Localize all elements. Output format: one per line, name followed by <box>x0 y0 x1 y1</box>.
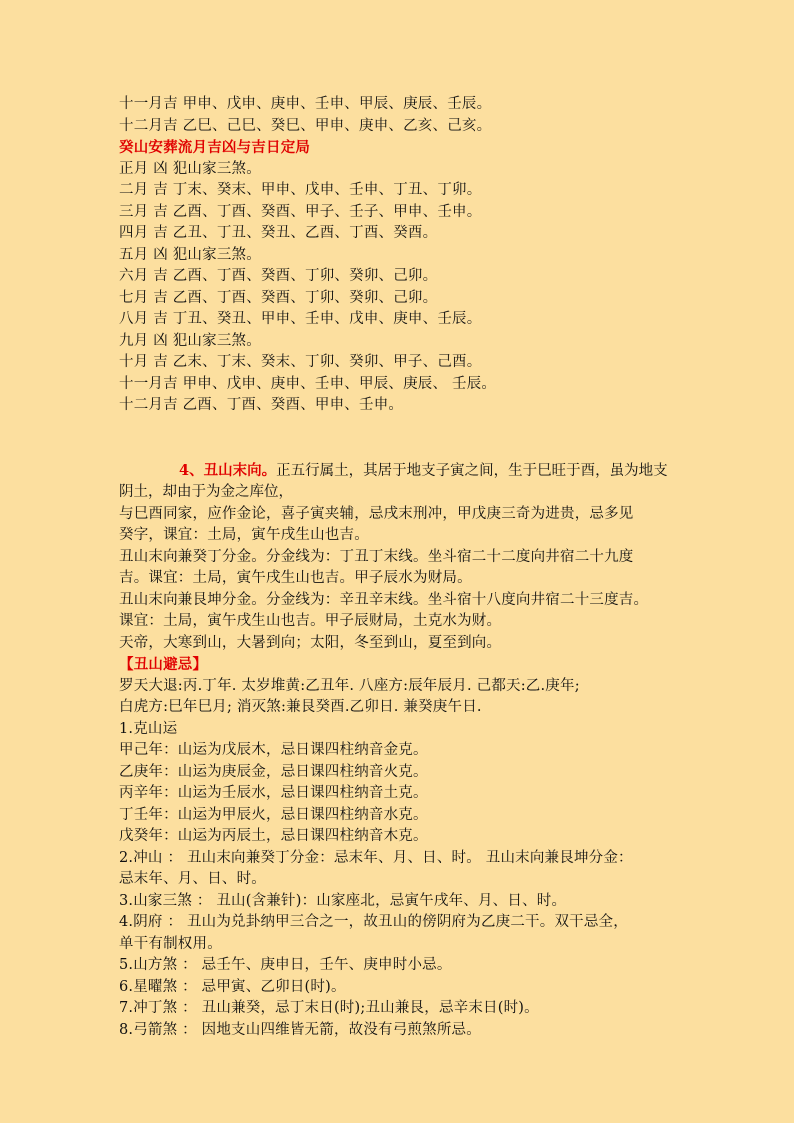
text-line: 单干有制权用。 <box>119 935 222 952</box>
section-intro <box>119 460 679 504</box>
text-line: 十一月吉 甲申、戊申、庚申、壬申、甲辰、庚辰、壬辰。 <box>119 96 492 112</box>
text-line: 与巳酉同家，应作金论，喜子寅夹辅，忌戌末刑冲，甲戊庚三奇为进贵，忌多见 <box>119 505 634 522</box>
text-line: 罗天大退:丙.丁年. 太岁堆黄:乙丑年. 八座方:辰年辰月. 己都天:乙.庚年; <box>119 677 580 694</box>
text-line: 2.冲山 ： 丑山末向兼癸丁分金：忌末年、月、日、时。 丑山末向兼艮坤分金： <box>119 849 633 866</box>
text-line: 五月 凶 犯山家三煞。 <box>119 246 261 263</box>
document-body <box>119 94 679 1041</box>
text-line: 8.弓箭煞 ： 因地支山四维皆无箭，故没有弓煎煞所忌。 <box>119 1021 481 1038</box>
text-line: 5.山方煞 ： 忌壬午、庚申日，壬午、庚申时小忌。 <box>119 957 452 973</box>
section-heading: 4、丑山末向。 <box>179 461 277 479</box>
text-line: 丙辛年：山运为壬辰水，忌日课四柱纳音土克。 <box>119 785 428 801</box>
text-line: 四月 吉 乙丑、丁丑、癸丑、乙酉、丁酉、癸酉。 <box>119 225 438 241</box>
text-line: 白虎方:巳年巳月; 消灭煞:兼艮癸酉.乙卯日. 兼癸庚午日. <box>119 699 482 715</box>
section-spacer <box>119 417 679 460</box>
text-line: 7.冲丁煞 ： 丑山兼癸，忌丁末日(时);丑山兼艮，忌辛末日(时)。 <box>119 1000 539 1016</box>
text-line: 八月 吉 丁丑、癸丑、甲申、壬申、戊申、庚申、壬辰。 <box>119 311 482 327</box>
text-line: 十二月吉 乙巳、己巳、癸巳、甲申、庚申、乙亥、己亥。 <box>119 117 492 134</box>
text-line: 课宜：土局，寅午戌生山也吉。甲子辰财局，土克水为财。 <box>119 613 502 629</box>
text-line: 丁壬年：山运为甲辰火，忌日课四柱纳音水克。 <box>119 806 428 823</box>
text-line: 三月 吉 乙酉、丁酉、癸酉、甲子、壬子、甲申、壬申。 <box>119 203 482 220</box>
section-heading: 癸山安葬流月吉凶与吉日定局 <box>119 139 311 156</box>
section-heading: 【丑山避忌】 <box>119 656 208 673</box>
text-line: 吉。课宜：土局，寅午戌生山也吉。甲子辰水为财局。 <box>119 570 472 586</box>
text-line: 丑山末向兼癸丁分金。分金线为：丁丑丁末线。坐斗宿二十二度向井宿二十九度 <box>119 548 634 565</box>
text-line: 忌末年、月、日、时。 <box>119 871 266 887</box>
text-line: 七月 吉 乙酉、丁酉、癸酉、丁卯、癸卯、己卯。 <box>119 289 438 306</box>
text-line: 正月 凶 犯山家三煞。 <box>119 160 261 177</box>
text-line: 二月 吉 丁末、癸末、甲申、戊申、壬申、丁丑、丁卯。 <box>119 182 482 198</box>
text-line: 六月 吉 乙酉、丁酉、癸酉、丁卯、癸卯、己卯。 <box>119 268 438 284</box>
text-line: 3.山家三煞 ： 丑山(含兼针)：山家座北，忌寅午戌年、月、日、时。 <box>119 892 567 909</box>
text-line: 6.星曜煞 ： 忌甲寅、乙卯日(时)。 <box>119 978 346 995</box>
text-line: 十一月吉 甲申、戊申、庚申、壬申、甲辰、庚辰、 壬辰。 <box>119 375 497 392</box>
text-line: 丑山末向兼艮坤分金。分金线为：辛丑辛末线。坐斗宿十八度向井宿二十三度吉。 <box>119 591 649 608</box>
text-line: 4.阴府 ： 丑山为兑卦纳甲三合之一，故丑山的傍阴府为乙庚二干。双干忌全， <box>119 914 628 930</box>
text-line: 1.克山运 <box>119 720 178 737</box>
text-line: 癸字，课宜：土局，寅午戌生山也吉。 <box>119 527 369 543</box>
text-line: 天帝，大寒到山，大暑到向；太阳，冬至到山，夏至到向。 <box>119 634 502 651</box>
text-line: 十二月吉 乙酉、丁酉、癸酉、甲申、壬申。 <box>119 397 404 413</box>
text-line: 十月 吉 乙末、丁末、癸末、丁卯、癸卯、甲子、己酉。 <box>119 354 482 370</box>
text-line: 九月 凶 犯山家三煞。 <box>119 332 261 349</box>
text-line: 甲己年：山运为戊辰木，忌日课四柱纳音金克。 <box>119 742 428 758</box>
intro-text: 正五行属土，其居于地支子寅之间，生于巳旺于酉，虽为地支阴土，却由于为金之库位， <box>119 462 668 500</box>
text-line: 戊癸年：山运为丙辰土，忌日课四柱纳音木克。 <box>119 828 428 844</box>
text-line: 乙庚年：山运为庚辰金，忌日课四柱纳音火克。 <box>119 763 428 780</box>
